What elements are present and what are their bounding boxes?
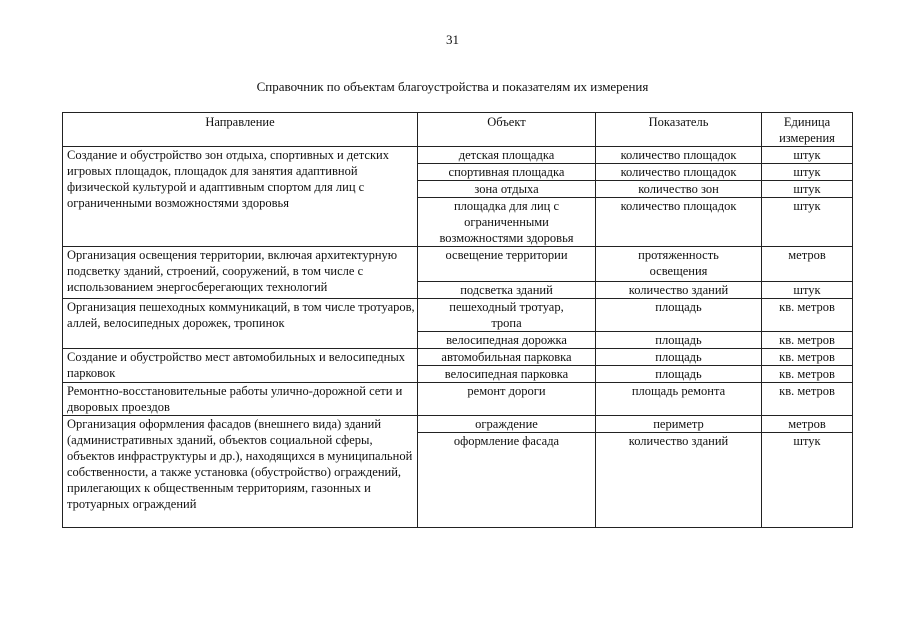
unit-cell: штук xyxy=(762,282,853,299)
table-row xyxy=(63,247,853,282)
indicator-cell: количество зон xyxy=(596,181,762,198)
unit-cell: кв. метров xyxy=(762,366,853,383)
unit-cell: кв. метров xyxy=(762,349,853,366)
indicator-cell: периметр xyxy=(596,416,762,433)
table-row xyxy=(63,383,853,416)
object-cell: автомобильная парковка xyxy=(418,349,596,366)
direction-cell: Создание и обустройство мест автомобильных и велосипедных парковок xyxy=(63,349,418,383)
indicator-cell: площадь xyxy=(596,366,762,383)
object-cell: ограждение xyxy=(418,416,596,433)
indicator-cell: площадь ремонта xyxy=(596,383,762,416)
object-cell: пешеходный тротуар, тропа xyxy=(418,299,596,332)
object-cell: подсветка зданий xyxy=(418,282,596,299)
object-cell: детская площадка xyxy=(418,147,596,164)
direction-cell: Организация освещения территории, включая архитектурную подсветку зданий, строений, сооружений, в том числе с использованием энергосберегающих технологий xyxy=(63,247,418,299)
unit-cell: штук xyxy=(762,198,853,247)
object-cell: велосипедная парковка xyxy=(418,366,596,383)
indicator-cell: площадь xyxy=(596,349,762,366)
object-cell: освещение территории xyxy=(418,247,596,282)
indicator-cell: площадь xyxy=(596,332,762,349)
table-row xyxy=(63,299,853,332)
object-cell: зона отдыха xyxy=(418,181,596,198)
object-cell: оформление фасада xyxy=(418,433,596,528)
direction-cell: Организация оформления фасадов (внешнего вида) зданий (административных зданий, объектов социальной сферы, объектов инфраструктуры и др.), находящихся в муниципальной собственности, а также установка (обустройство) ограждений, прилегающих к общественным территориям, газонных и тротуарных ограждений xyxy=(63,416,418,528)
table-row xyxy=(63,416,853,433)
header-unit: Единица измерения xyxy=(762,113,853,147)
page-number: 31 xyxy=(446,32,459,47)
indicator-cell: количество зданий xyxy=(596,433,762,528)
direction-cell: Организация пешеходных коммуникаций, в том числе тротуаров, аллей, велосипедных дорожек, тропинок xyxy=(63,299,418,349)
unit-cell: кв. метров xyxy=(762,332,853,349)
table-row xyxy=(63,147,853,164)
object-cell: спортивная площадка xyxy=(418,164,596,181)
document-title: Справочник по объектам благоустройства и показателям их измерения xyxy=(256,79,649,94)
unit-cell: кв. метров xyxy=(762,299,853,332)
unit-cell: штук xyxy=(762,181,853,198)
unit-cell: штук xyxy=(762,147,853,164)
object-cell: площадка для лиц с ограниченными возможностями здоровья xyxy=(418,198,596,247)
header-direction: Направление xyxy=(63,113,418,147)
unit-cell: метров xyxy=(762,247,853,282)
unit-cell: метров xyxy=(762,416,853,433)
table-row xyxy=(63,349,853,366)
direction-cell: Ремонтно-восстановительные работы улично-дорожной сети и дворовых проездов xyxy=(63,383,418,416)
unit-cell: штук xyxy=(762,164,853,181)
header-indicator: Показатель xyxy=(596,113,762,147)
reference-table xyxy=(62,112,853,528)
indicator-cell: протяженность освещения xyxy=(596,247,762,282)
indicator-cell: количество площадок xyxy=(596,164,762,181)
table-header-row xyxy=(63,113,853,147)
indicator-cell: количество площадок xyxy=(596,147,762,164)
indicator-cell: количество зданий xyxy=(596,282,762,299)
object-cell: велосипедная дорожка xyxy=(418,332,596,349)
unit-cell: штук xyxy=(762,433,853,528)
indicator-cell: площадь xyxy=(596,299,762,332)
unit-cell: кв. метров xyxy=(762,383,853,416)
object-cell: ремонт дороги xyxy=(418,383,596,416)
direction-cell: Создание и обустройство зон отдыха, спортивных и детских игровых площадок, площадок для занятия адаптивной физической культурой и адаптивным спортом для лиц с ограниченными возможностями здоровья xyxy=(63,147,418,247)
indicator-cell: количество площадок xyxy=(596,198,762,247)
header-object: Объект xyxy=(418,113,596,147)
